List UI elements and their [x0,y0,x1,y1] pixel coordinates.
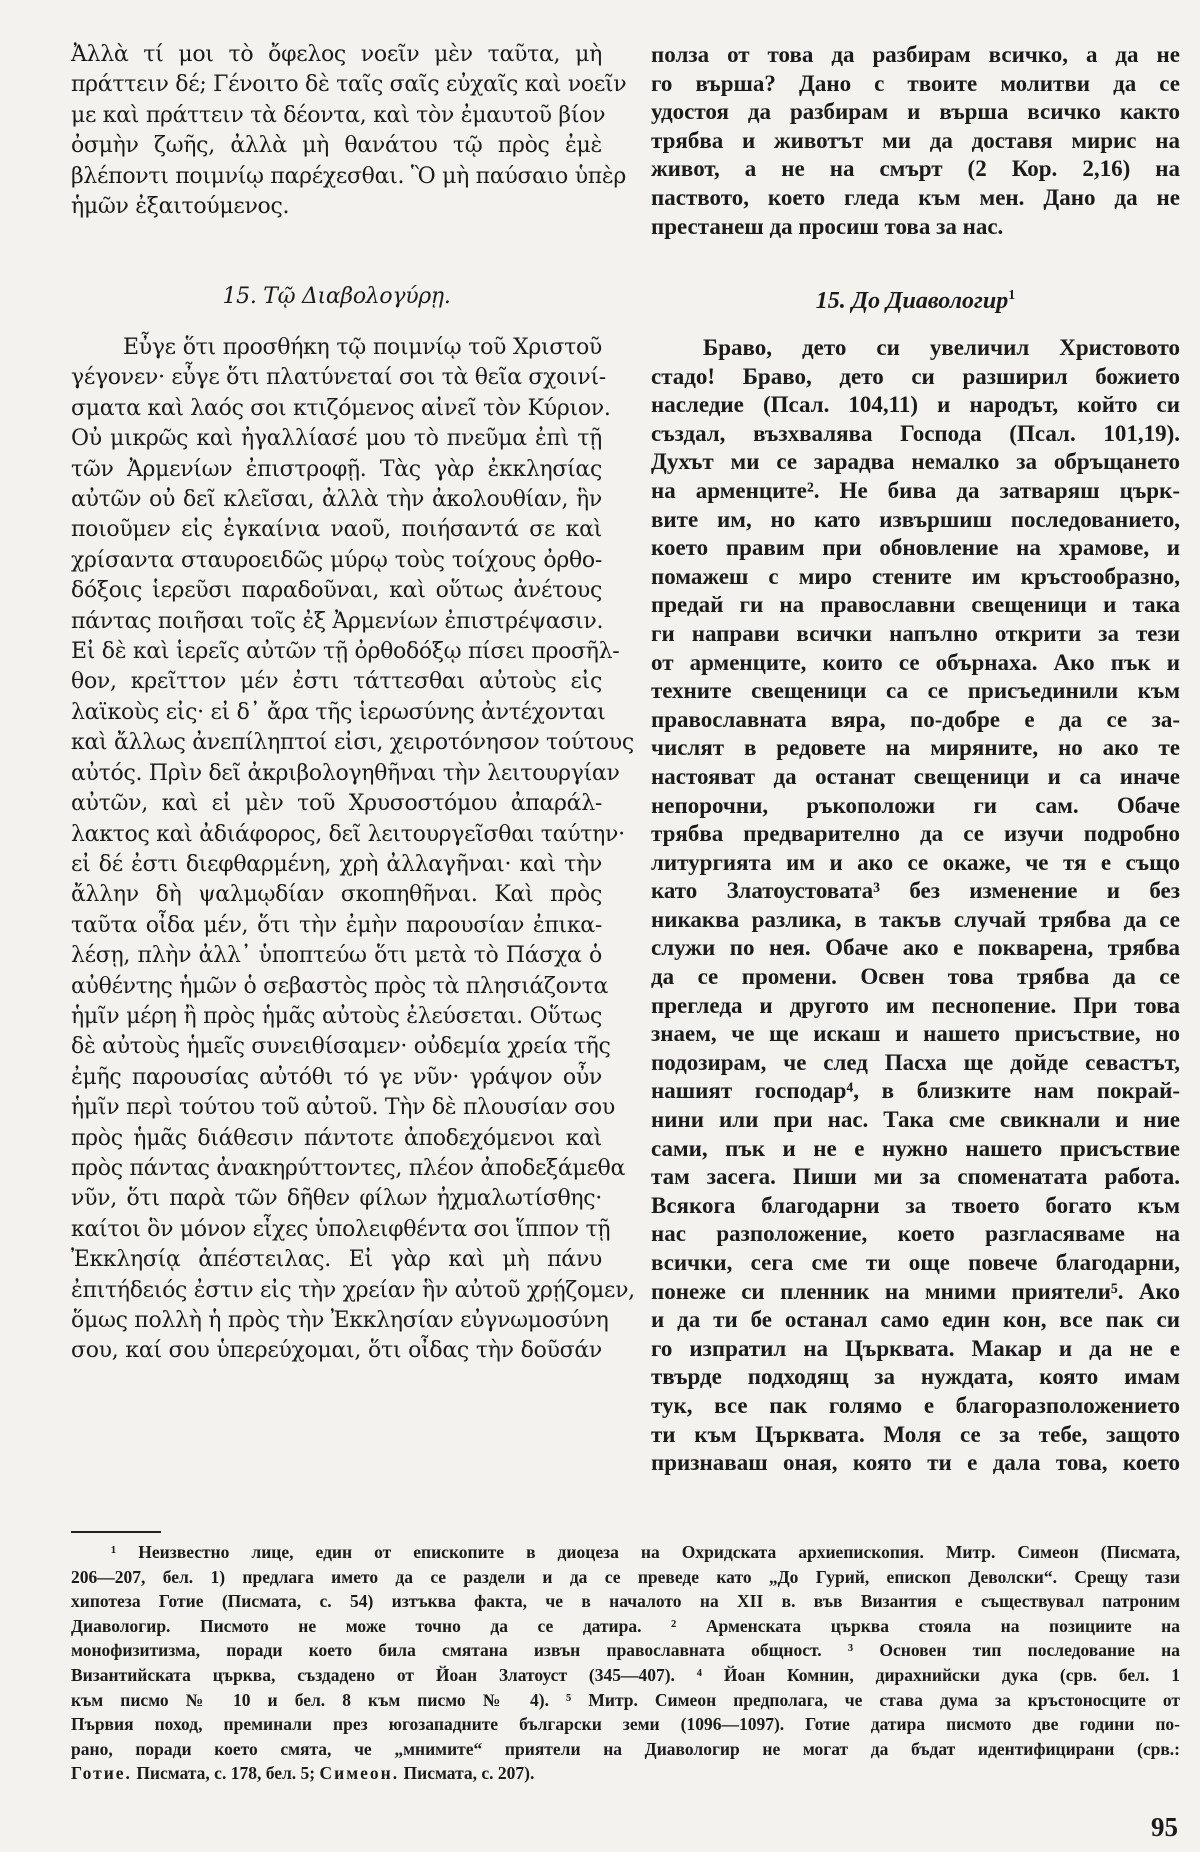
text-line: αὐτῶν, καὶ εἰ μὲν τοῦ Χρυσοστόμου ἀπαράλ- [71,791,602,817]
text-line: ταῦτα οἶδα μέν, ὅτι τὴν ἐμὴν παρουσίαν ἐπικα- [71,912,602,938]
text-line: служи по нея. Обаче ако е покварена, трябва [651,935,1180,961]
text-line: като Златоустовата³ без изменение и без [651,878,1180,904]
text-line: ἄλλην δὴ ψαλμῳδίαν σκοπηθῆναι. Καὶ πρὸς [71,882,602,908]
text-line: от арменците, които се обърнаха. Ако пък и [651,649,1180,675]
text-line: удостоя да разбирам и върша всичко както [651,99,1180,125]
page-number: 95 [1151,1812,1178,1842]
bulgarian-column [651,41,1180,241]
text-line: αὐθέντης ἡμῶν ὁ σεβαστὸς πρὸς τὰ πλησιάζοντα [71,973,609,999]
text-line: πρὸς πάντας ἀνακηρύττοντες, πλέον ἀποδεξάμεθα [71,1155,626,1181]
footnote-author: Готие. [71,1763,132,1784]
text-line: σου, καί σου ὑπερεύχομαι, ὅτι οἶδας τὴν δοῦσάν [71,1338,602,1364]
text-line: ὀσμὴν ζωῆς, ἀλλὰ μὴ θανάτου τῷ πρὸς ἐμὲ [71,133,602,159]
text-line: живот, а не на смърт (2 Кор. 2,16) на [651,156,1180,182]
text-line: ἡμῶν ἐξαιτούμενος. [71,194,290,220]
text-line: πράττειν δέ; Γένοιτο δὲ ταῖς σαῖς εὐχαῖς καὶ νοεῖν [71,72,627,98]
text-line: Ἀλλὰ τί μοι τὸ ὄφελος νοεῖν μὲν ταῦτα, μὴ [71,42,602,67]
text-line: Браво, дето си увеличил Христовото [703,335,1180,360]
text-line: δὲ αὐτοὺς ἡμεῖς συνειθίσαμεν· οὐδεμία χρεία τῆς [71,1034,611,1060]
text-line: σματα καὶ λαός σοι κτιζόμενος αἰνεῖ τὸν Κύριον. [71,395,611,421]
footnote-line: към писмо № 10 и бел. 8 към писмо № 4). ⁵ Митр. Симеон предполага, че става дума за кръстоносците от [71,1689,1180,1710]
text-line: литургията им и ако се окаже, че тя е също [651,849,1180,875]
text-line: αὐτός. Πρὶν δεῖ ἀκριβολογηθῆναι τὴν λειτουργίαν [71,760,620,786]
text-line: твърде подходящ за нуждата, която имам [651,1364,1180,1390]
text-line: полза от това да разбирам всичко, а да не [651,42,1180,67]
text-line: πάντας ποιῆσαι τοῖς ἐξ Ἀρμενίων ἐπιστρέψασιν. [71,608,604,634]
text-line: тук, все пак голямо е благоразположението [651,1392,1180,1418]
text-line: там засега. Пиши ми за споменатата работа. [651,1164,1180,1190]
text-line: Всякога благодарни за твоето богато към [651,1192,1180,1218]
text-line: настояват да останат свещеници и са иначе [651,763,1180,789]
text-line: χρίσαντα σταυροειδῶς μύρῳ τοὺς τοίχους ὀρθο- [71,547,602,573]
text-line: βλέποντι ποιμνίῳ παρέχεσθαι. Ὃ μὴ παύσαιο ὑπὲρ [71,163,627,189]
greek-letter-body [71,333,635,1367]
text-line: καὶ ἄλλως ἀνεπίληπτοί εἰσι, χειροτόνησον τούτους [71,730,634,756]
text-line: понеже си пленник на мними приятели⁵. Ако [651,1278,1180,1304]
text-line: създал, възхвалява Господа (Псал. 101,19). [651,420,1180,446]
text-line: ὅμως πολλὴ ἡ πρὸς τὴν Ἐκκλησίαν εὐγνωμοσύνη [71,1308,609,1333]
footnote-ref: 1 [1008,288,1016,303]
footnotes [71,1540,1180,1786]
footnote-line: Първия поход, преминали през югозападните български земи (1096—1097). Готие датира писмото две години по- [71,1714,1180,1735]
text-line: вите им, но като извършиш последованието, [651,506,1180,532]
footnote-line: 206—207, бел. 1) предлага името да се раздели и да се преведе като „До Гурий, епископ Деволски“. Срещу тази [71,1566,1180,1587]
footnote-line: ¹ Неизвестно лице, един от епископите в диоцеза на Охридската архиепископия. Митр. Симеон (Писмата, [111,1542,1180,1562]
text-line: и да ти бе останал само един кон, все пак си [651,1307,1180,1333]
footnote-line: монофизитизма, поради което била смятана извън православната общност. ³ Основен тип последование на [71,1640,1180,1661]
text-line: наследие (Псал. 104,11) и народът, който си [651,392,1180,418]
text-line: нас разположение, което разгласяваме на [651,1221,1180,1247]
text-line: Εἰ δὲ καὶ ἱερεῖς αὐτῶν τῇ ὀρθοδόξῳ πίσει προσῆλ- [71,639,620,665]
text-line: непорочни, ръкоположи ги сам. Обаче [651,792,1180,818]
text-line: γέγονεν· εὖγε ὅτι πλατύνεταί σοι τὰ θεῖα σχοινί- [71,365,606,391]
text-line: признаваш оная, която ти е дала това, което [651,1450,1180,1476]
text-line: трябва предварително да се изучи подробно [651,821,1180,847]
text-line: ἐμῆς παρουσίας αὐτόθι τό γε νῦν· γράψον οὖν [71,1064,602,1090]
text-line: помажеш с миро стените им кръстообразно, [651,563,1180,589]
text-line: ποιοῦμεν εἰς ἐγκαίνια ναοῦ, ποιήσαντά σε καὶ [71,517,602,543]
text-line: Εὖγε ὅτι προσθήκη τῷ ποιμνίῳ τοῦ Χριστοῦ [123,335,602,360]
text-line: паството, което гледа към мен. Дано да не [651,184,1180,210]
footnote-divider [71,1531,161,1533]
text-line: нашият господар⁴, в близките нам покрай- [651,1078,1180,1104]
text-line: числят в редовете на миряните, но ако те [651,735,1180,761]
text-line: знаем, че ще искаш и нашето присъствие, но [651,1021,1180,1047]
text-line: αὐτῶν οὐ δεῖ κλεῖσαι, ἀλλὰ τὴν ἀκολουθίαν, ἣν [71,487,602,513]
text-line: δόξοις ἱερεῦσι παραδοῦναι, καὶ οὕτως ἀνέτους [71,578,602,604]
text-line: стадо! Браво, дето си разширил божието [651,363,1180,389]
text-line: τῶν Ἀρμενίων ἐπιστροφῇ. Τὰς γὰρ ἐκκλησίας [71,456,602,482]
text-line: Οὐ μικρῶς καὶ ἠγαλλίασέ μου τὸ πνεῦμα ἐπὶ τῇ [71,426,602,452]
text-line: да се промени. Освен това трябва да се [651,964,1180,990]
text-line: καίτοι ὃν μόνον εἶχες ὑπολειφθέντα σοι ἵππον τῇ [71,1216,611,1242]
text-line: με καὶ πράττειν τὰ δέοντα, καὶ τὸν ἐμαυτοῦ βίον [71,102,606,128]
text-line: Духът ми се зарадва немалко за обръщането [651,449,1180,475]
footnote-ref-text: Писмата, с. 207). [399,1763,535,1784]
text-line: θον, κρεῖττον μέν ἐστι τάττεσθαι αὐτοὺς εἰς [71,669,602,695]
text-line: православната вяра, по-добре е да се за- [651,706,1180,732]
text-line: ти към Църквата. Моля се за тебе, защото [651,1421,1180,1447]
text-line: го върша? Дано с твоите молитви да се [651,70,1180,96]
text-line: Ἐκκλησίᾳ ἀπέστειλας. Εἰ γὰρ καὶ μὴ πάνυ [71,1247,602,1273]
text-line: техните свещеници са се присъединили към [651,678,1180,704]
footnote-line: Диавологир. Писмото не може точно да се датира. ² Арменската църква стояла на позициите на [71,1615,1180,1636]
bulgarian-intro-paragraph [651,41,1180,241]
text-line: εἰ δέ ἐστι διεφθαρμένη, χρὴ ἀλλαγῆναι· καὶ τὴν [71,851,602,877]
text-line: ἐπιτήδειός ἐστιν εἰς τὴν χρείαν ἣν αὐτοῦ χρῄζομεν, [71,1277,635,1303]
bulgarian-letter-body [651,334,1180,1478]
text-line: λαϊκοὺς εἰς· εἰ δ᾿ ἄρα τῆς ἱερωσύνης ἀντέχονται [71,699,606,725]
greek-letter-heading: 15. Τῷ Διαβολογύρῃ. [222,284,451,309]
footnote-ref-text: Писмата, с. 178, бел. 5; [131,1763,320,1784]
bulgarian-letter-heading [651,282,1180,316]
footnote-author: Симеон. [319,1763,400,1784]
greek-intro-paragraph [71,40,627,222]
footnote-line [71,1761,1180,1786]
text-line: на арменците². Не бива да затваряш църк- [651,477,1180,503]
text-line: никаква разлика, в такъв случай трябва да се [651,906,1180,932]
text-line: λέσῃ, πλὴν ἀλλ᾿ ὑποπτεύω ὅτι μετὰ τὸ Πάσχα ὁ [71,943,602,969]
text-line: прегледа и другото им песнопение. При това [651,992,1180,1018]
footnote-line: хипотеза Готие (Писмата, с. 54) изтъква факта, че в началото на XII в. във Византия е съществувал патроним [71,1591,1180,1612]
text-line: всички, сега сме ти още повече благодарни, [651,1250,1180,1275]
text-line: νῦν, ὅτι παρὰ τῶν δῆθεν φίλων ἠχμαλωτίσθης· [71,1186,602,1212]
text-line: подозирам, че след Пасха ще дойде севастът, [651,1049,1180,1075]
greek-column [71,40,627,222]
text-line: πρὸς ἡμᾶς διάθεσιν πάντοτε ἀποδεχόμενοι καὶ [71,1125,602,1151]
text-line: което правим при обновление на храмове, и [651,535,1180,561]
text-line: трябва и животът ми да доставя мирис на [651,127,1180,153]
heading-text: 15. До Диавологир [815,288,1009,314]
text-line: предай ги на православни свещеници и така [651,592,1180,618]
text-line: нини или при нас. Така сме свикнали и ние [651,1107,1180,1133]
footnote-line: рано, поради което смята, че „мнимите“ приятели на Диавологир не могат да бъдат идентифицирани (срв.: [71,1738,1180,1759]
text-line: сами, пък и не е нужно нашето присъствие [651,1135,1180,1161]
text-line: ἡμῖν μέρη ἢ πρὸς ἡμᾶς αὐτοὺς ἐλεύσεται. Οὕτως [71,1003,602,1029]
text-line: ги направи всички напълно открити за тези [651,620,1180,646]
text-line: ἡμῖν περὶ τούτου τοῦ αὐτοῦ. Τὴν δὲ πλουσίαν σου [71,1095,615,1121]
text-line: го изпратил на Църквата. Макар и да не е [651,1335,1180,1361]
text-line: λακτος καὶ ἀδιάφορος, δεῖ λειτουργεῖσθαι ταύτην· [71,821,625,847]
text-line: престанеш да просиш това за нас. [651,213,1004,239]
footnote-line: Византийската църква, създадено от Йоан Златоуст (345—407). ⁴ Йоан Комнин, дирахнийски дука (срв. бел. 1 [71,1664,1180,1685]
